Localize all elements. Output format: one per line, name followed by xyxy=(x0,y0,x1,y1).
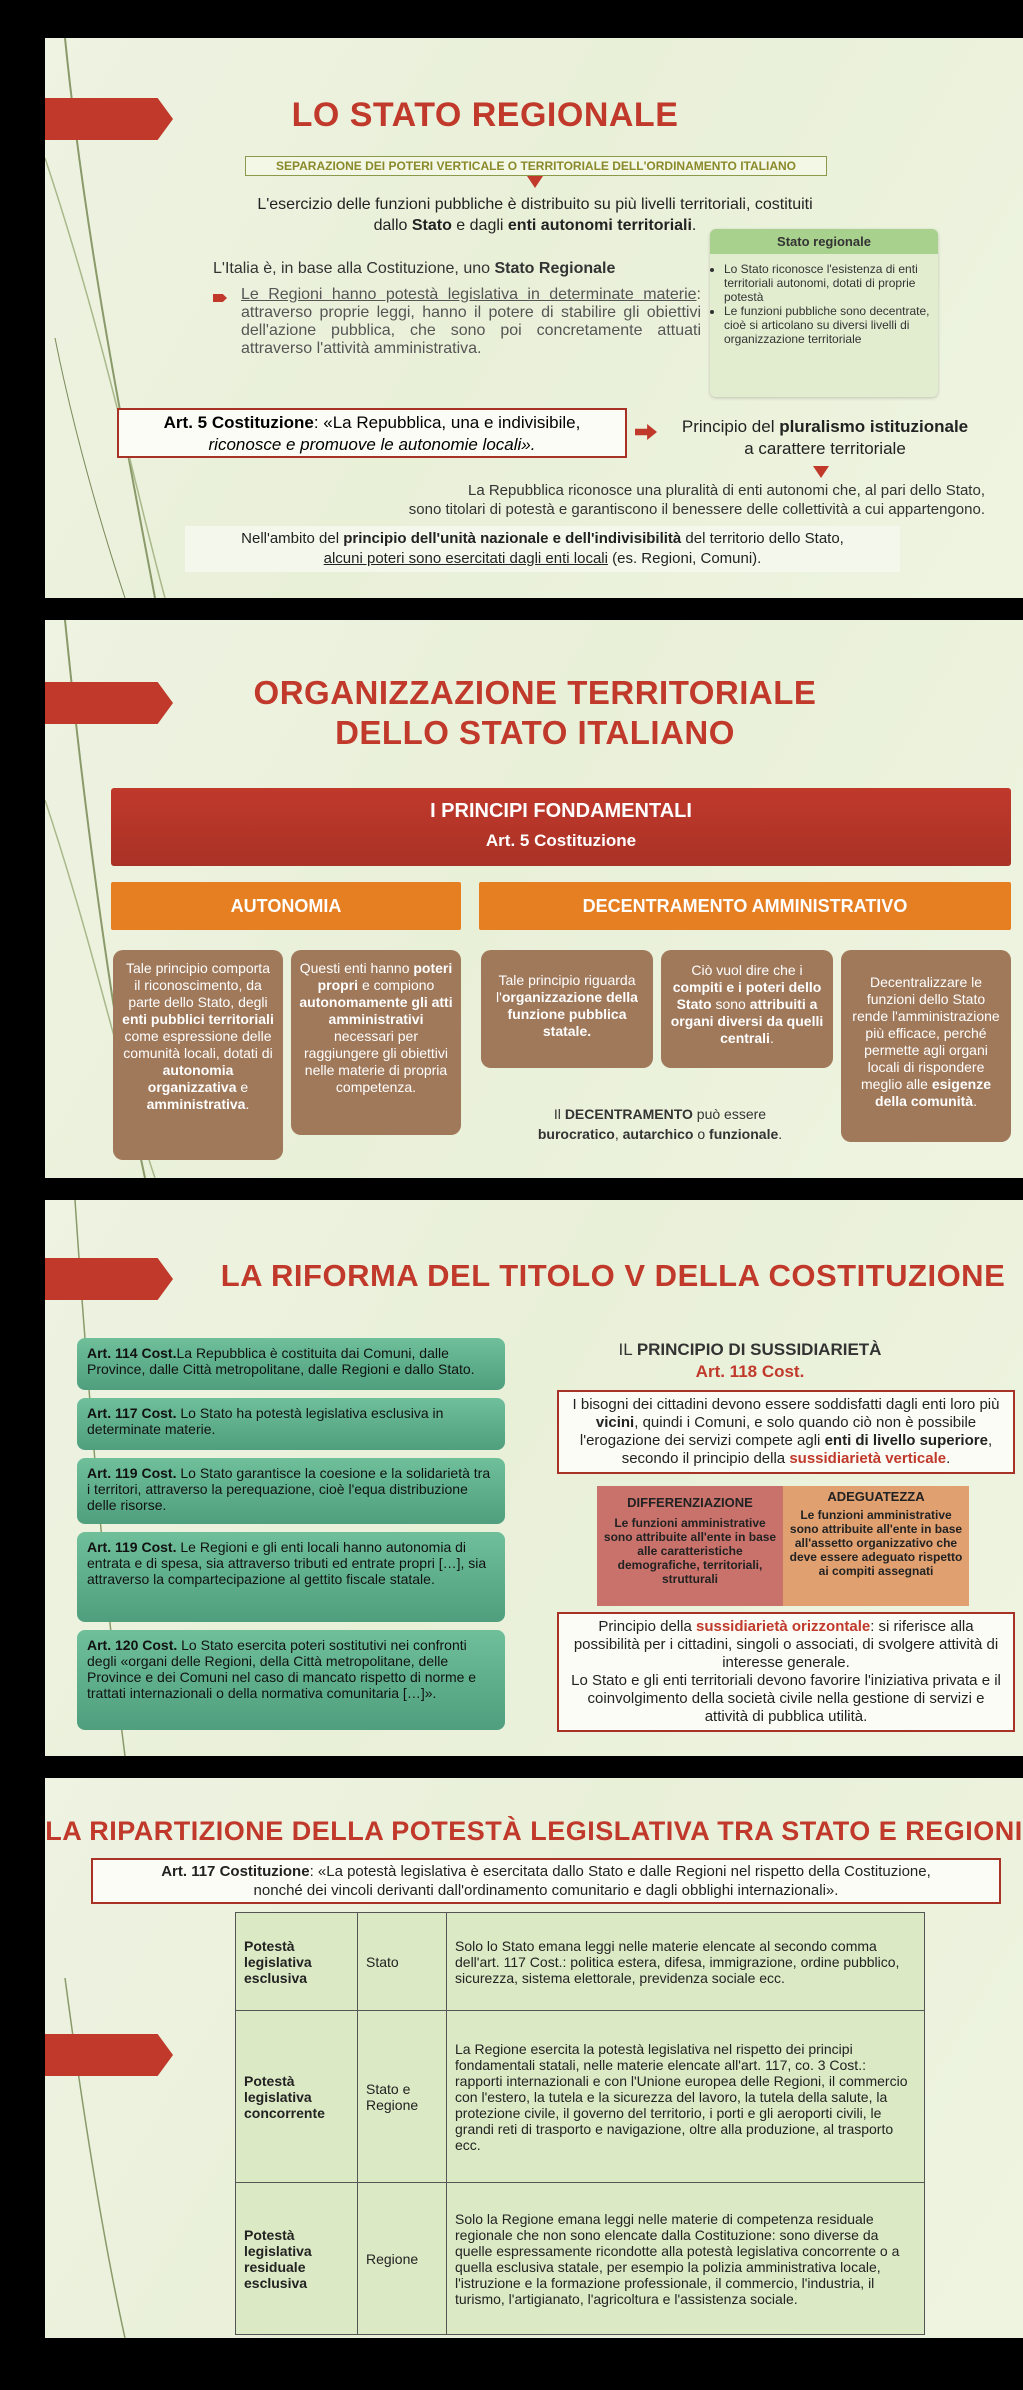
art-117-box: Art. 117 Cost. Lo Stato ha potestà legislativa esclusiva in determinate materie. xyxy=(77,1398,505,1450)
art-120-box: Art. 120 Cost. Lo Stato esercita poteri sostitutivi nei confronti degli «organi delle Regioni, della Città metropolitane, delle Province e dei Comuni nel caso di mancato rispetto di norme e trattati internazionali o della normativa comunitaria […]». xyxy=(77,1630,505,1730)
repubblica-text: La Repubblica riconosce una pluralità di enti autonomi che, al pari dello Stato, sono titolari di potestà e garantiscono il benessere delle collettività a cui appartengono. xyxy=(408,482,985,518)
decentramento-types: Il DECENTRAMENTO può essere burocratico, autarchico o funzionale. xyxy=(537,1106,783,1142)
row-desc: Solo la Regione emana leggi nelle materie di competenza residuale regionale che non sono elencate dalla Costituzione: sono diverse da quelle espressamente ricondotte alla potestà legislativa concorrente o a quella esclusiva statale, per esempio la polizia amministrativa locale, l'istruzione e la formazione professionale, il commercio, l'industria, il turismo, l'artigianato, l'agricoltura e l'assistenza sociale. xyxy=(447,2183,925,2335)
row-chi: Stato e Regione xyxy=(358,2011,447,2183)
sussidiarieta-article: Art. 118 Cost. xyxy=(695,1362,805,1381)
sussidiarieta-verticale-box: I bisogni dei cittadini devono essere soddisfatti dagli enti loro più vicini, quindi i Comuni, e solo quando ciò non è possibile l'erogazione dei servizi compete agli enti di livello superiore, secondo il principio della sussidiarietà verticale. xyxy=(557,1390,1015,1474)
art-119b-box: Art. 119 Cost. Le Regioni e gli enti locali hanno autonomia di entrata e di spesa, sia attraverso tributi ed entrate propri […], sia attraverso la compartecipazione al gettito fiscale statale. xyxy=(77,1532,505,1622)
slide-lo-stato-regionale xyxy=(45,38,1023,598)
art-114-box: Art. 114 Cost.La Repubblica è costituita dai Comuni, dalle Province, dalle Città metropolitane, dalle Regioni e dallo Stato. xyxy=(77,1338,505,1390)
slide-title-line-a: ORGANIZZAZIONE TERRITORIALE xyxy=(253,674,817,711)
slide-ripartizione-potesta xyxy=(45,1778,1023,2338)
art5-box: Art. 5 Costituzione: «La Repubblica, una e indivisibile, riconosce e promuove le autonomie locali». xyxy=(117,408,627,458)
sussidiarieta-orizzontale-box: Principio della sussidiarietà orizzontale: si riferisce alla possibilità per i cittadini, singoli o associati, di svolgere attività di interesse generale. Lo Stato e gli enti territoriali devono favorire l'iniziativa privata e il coinvolgimento della società civile nella gestione di servizi e attività di pubblica utilità. xyxy=(557,1612,1015,1732)
intro-text: L'esercizio delle funzioni pubbliche è distribuito su più livelli territoriali, costituiti dallo Stato e dagli enti autonomi territoriali. xyxy=(195,194,875,236)
card-decentramento-1: Tale principio riguarda l'organizzazione della funzione pubblica statale. xyxy=(481,950,653,1068)
card-autonomia-1: Tale principio comporta il riconoscimento, da parte dello Stato, degli enti pubblici territoriali come espressione delle comunità locali, dotati di autonomia organizzativa e amministrativa. xyxy=(113,950,283,1160)
regioni-text: Le Regioni hanno potestà legislativa in determinate materie: attraverso proprie leggi, hanno il potere di stabilire gli obiettivi dell'azione pubblica, che sono poi concretamente attuati attraverso l'attività amministrativa. xyxy=(241,286,701,357)
banner-subtitle: Art. 5 Costituzione xyxy=(485,831,637,850)
arrow-right-icon xyxy=(635,424,657,440)
subtitle: SEPARAZIONE DEI POTERI VERTICALE O TERRITORIALE DELL'ORDINAMENTO ITALIANO xyxy=(276,159,796,173)
sussidiarieta-heading: IL PRINCIPIO DI SUSSIDIARIETÀ xyxy=(618,1340,882,1359)
slide-organizzazione-territoriale xyxy=(45,620,1023,1178)
slide-title: LO STATO REGIONALE xyxy=(291,96,679,134)
intro-line-a: L'esercizio delle funzioni pubbliche è distribuito su più livelli territoriali, costituiti xyxy=(257,196,813,213)
unita-box: Nell'ambito del principio dell'unità nazionale e dell'indivisibilità del territorio dello Stato, alcuni poteri sono esercitati dagli enti locali (es. Regioni, Comuni). xyxy=(185,526,900,572)
italia-text: L'Italia è, in base alla Costituzione, uno Stato Regionale xyxy=(213,260,616,277)
box-list xyxy=(714,262,932,346)
slide-title-line-b: DELLO STATO ITALIANO xyxy=(335,714,735,751)
slide-title: LA RIPARTIZIONE DELLA POTESTÀ LEGISLATIVA TRA STATO E REGIONI xyxy=(45,1816,1023,1846)
table-row xyxy=(236,2011,925,2183)
principi-banner xyxy=(111,788,1011,866)
slide-riforma-titolo-v xyxy=(45,1200,1023,1756)
autonomia-header: AUTONOMIA xyxy=(111,882,461,930)
arrow-down-icon xyxy=(527,176,543,188)
red-arrow-marker xyxy=(45,682,173,724)
red-arrow-marker xyxy=(45,98,173,140)
row-desc: Solo lo Stato emana leggi nelle materie elencate al secondo comma dell'art. 117 Cost.: politica estera, difesa, immigrazione, ordine pubblico, sicurezza, sistema elettorale, previdenza sociale ecc. xyxy=(447,1913,925,2011)
box-item: • Lo Stato riconosce l'esistenza di enti territoriali autonomi, dotati di proprie potestà xyxy=(724,262,932,304)
row-chi: Regione xyxy=(358,2183,447,2335)
art117-box: Art. 117 Costituzione: «La potestà legislativa è esercitata dallo Stato e dalle Regioni nel rispetto della Costituzione, nonché dei vincoli derivanti dall'ordinamento comunitario e dagli obblighi internazionali». xyxy=(91,1858,1001,1904)
principio-text: Principio del pluralismo istituzionale a carattere territoriale xyxy=(681,417,969,458)
banner-title: I PRINCIPI FONDAMENTALI xyxy=(430,800,692,822)
art-119a-box: Art. 119 Cost. Lo Stato garantisce la coesione e la solidarietà tra i territori, attraverso la perequazione, cioè l'equa distribuzione delle risorse. xyxy=(77,1458,505,1524)
slide-title: LA RIFORMA DEL TITOLO V DELLA COSTITUZIONE xyxy=(220,1258,1006,1293)
card-autonomia-2: Questi enti hanno poteri propri e compiono autonomamente gli atti amministrativi necessari per raggiungere gli obiettivi nelle materie di propria competenza. xyxy=(291,950,461,1135)
row-tipo: Potestà legislativa concorrente xyxy=(236,2011,358,2183)
potesta-table xyxy=(235,1912,925,2335)
card-decentramento-2: Ciò vuol dire che i compiti e i poteri dello Stato sono attribuiti a organi diversi da quelli centrali. xyxy=(661,950,833,1068)
subtitle-box xyxy=(245,156,827,176)
decentramento-header: DECENTRAMENTO AMMINISTRATIVO xyxy=(479,882,1011,930)
table-row xyxy=(236,2183,925,2335)
row-chi: Stato xyxy=(358,1913,447,2011)
row-tipo: Potestà legislativa esclusiva xyxy=(236,1913,358,2011)
box-title: Stato regionale xyxy=(710,229,938,254)
stato-regionale-box xyxy=(710,229,938,397)
row-desc: La Regione esercita la potestà legislativa nel rispetto dei principi fondamentali statali, nelle materie elencate all'art. 117, co. 3 Cost.: rapporti internazionali e con l'Unione europea delle Regioni, il commercio con l'estero, la tutela e la sicurezza del lavoro, la tutela della salute, la protezione civile, il governo del territorio, i porti e gli aeroporti civili, le grandi reti di trasporto e navigazione, oltre alla produzione, al trasporto ecc. xyxy=(447,2011,925,2183)
red-arrow-marker xyxy=(45,2034,173,2076)
adeguatezza-box: ADEGUATEZZA Le funzioni amministrative sono attribuite all'ente in base all'assetto organizzativo che deve essere adeguato rispetto ai compiti assegnati xyxy=(783,1486,969,1606)
box-item: • Le funzioni pubbliche sono decentrate, cioè si articolano su diversi livelli di organizzazione territoriale xyxy=(724,304,932,346)
table-row xyxy=(236,1913,925,2011)
arrow-down-icon xyxy=(813,466,829,478)
row-tipo: Potestà legislativa residuale esclusiva xyxy=(236,2183,358,2335)
card-decentramento-3: Decentralizzare le funzioni dello Stato rende l'amministrazione più efficace, perché permette agli organi locali di rispondere meglio alle esigenze della comunità. xyxy=(841,950,1011,1142)
bullet-arrow-icon xyxy=(213,294,227,302)
red-arrow-marker xyxy=(45,1258,173,1300)
differenziazione-box: DIFFERENZIAZIONE Le funzioni amministrative sono attribuite all'ente in base alle caratteristiche demografiche, territoriali, strutturali xyxy=(597,1486,783,1606)
